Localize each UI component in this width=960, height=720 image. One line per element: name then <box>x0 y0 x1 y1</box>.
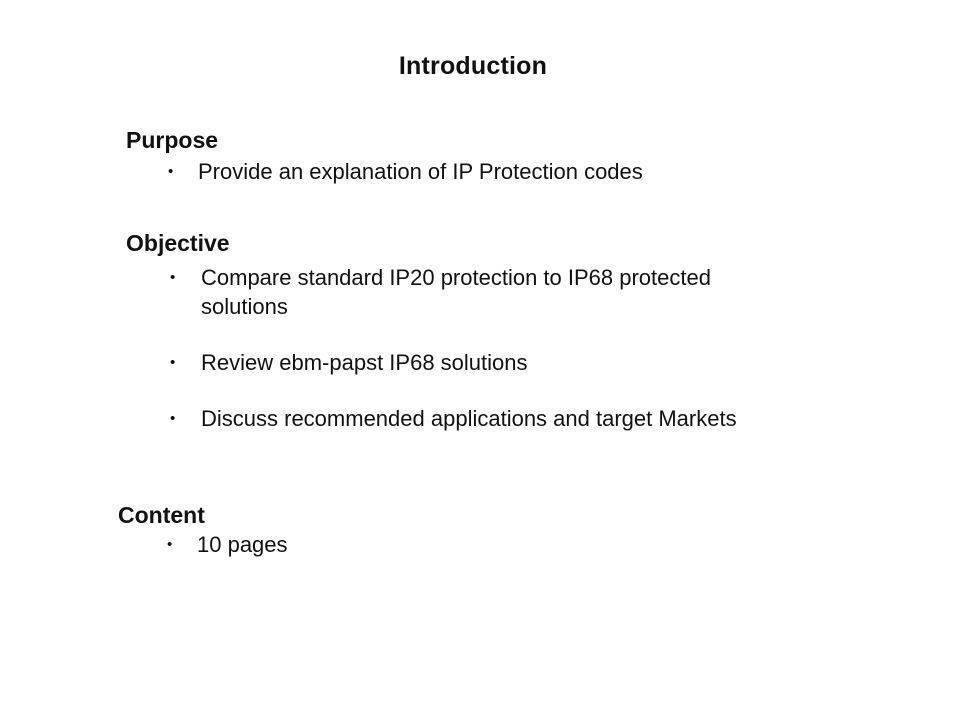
objective-bullet <box>170 348 781 377</box>
content-section <box>118 501 618 559</box>
objective-bullet-text: Review ebm-papst IP68 solutions <box>201 350 528 375</box>
purpose-bullet-text: Provide an explanation of IP Protection codes <box>198 159 643 184</box>
content-bullet <box>167 530 618 559</box>
content-bullet-text: 10 pages <box>197 532 288 557</box>
content-heading: Content <box>118 502 205 528</box>
objective-heading: Objective <box>126 230 230 256</box>
bullet-icon: • <box>170 354 176 371</box>
slide-title: Introduction <box>398 52 548 80</box>
bullet-icon: • <box>168 163 174 180</box>
bullet-icon: • <box>170 269 176 286</box>
objective-bullet <box>170 404 781 433</box>
purpose-bullet <box>168 157 826 186</box>
purpose-heading: Purpose <box>126 127 219 153</box>
bullet-icon: • <box>167 536 173 553</box>
objective-bullet-list <box>170 263 826 433</box>
purpose-section <box>126 126 826 186</box>
objective-bullet <box>170 263 781 321</box>
bullet-icon: • <box>170 410 176 427</box>
objective-bullet-text: Compare standard IP20 protection to IP68 protected solutions <box>201 265 711 319</box>
objective-section <box>126 229 826 460</box>
objective-bullet-text: Discuss recommended applications and target Markets <box>201 406 737 431</box>
